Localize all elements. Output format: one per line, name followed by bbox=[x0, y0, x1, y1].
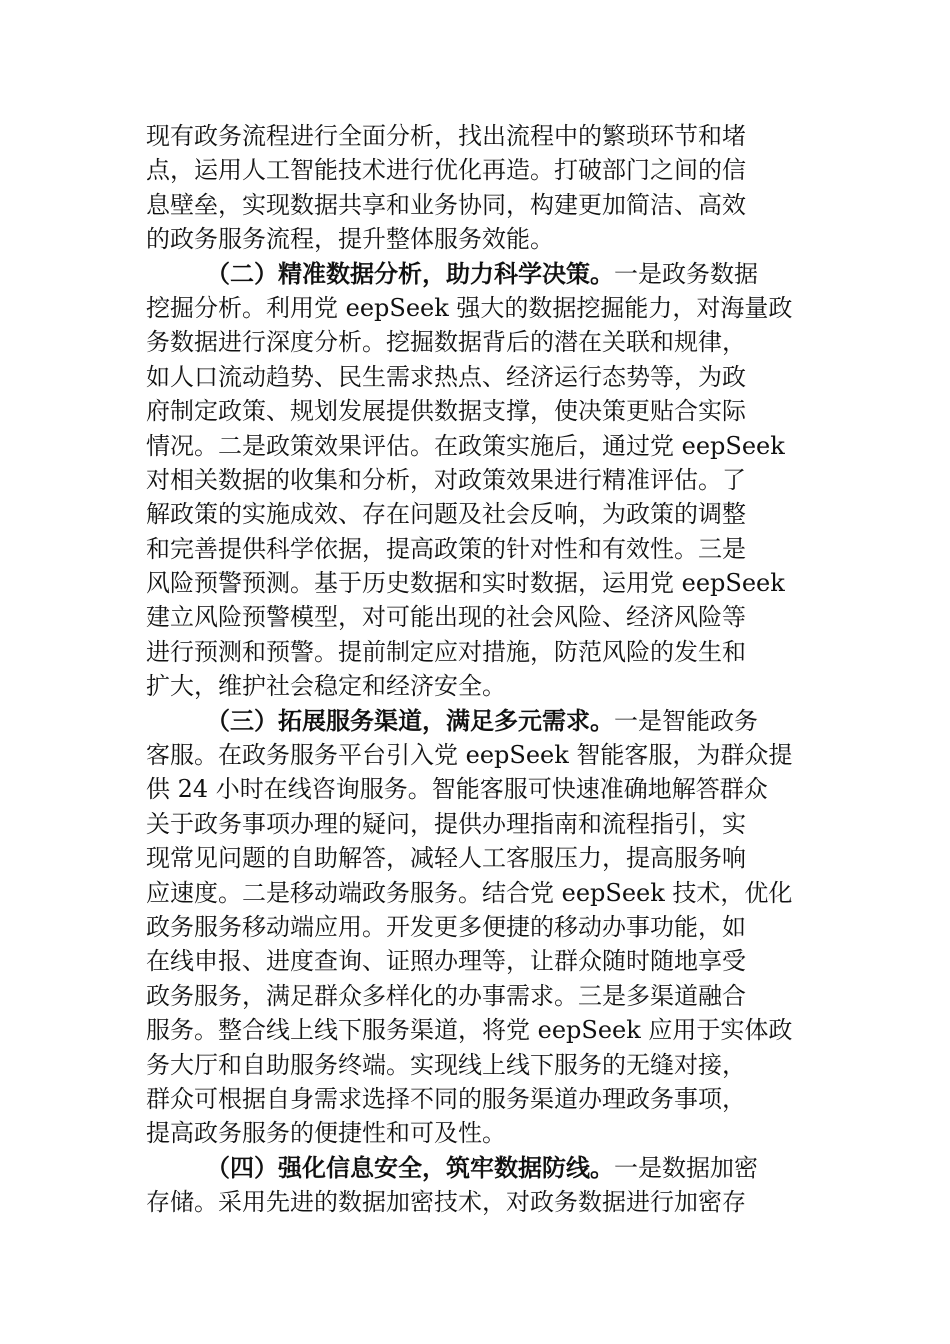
text-line: 挖掘分析。利用党 eepSeek 强大的数据挖掘能力，对海量政 bbox=[146, 293, 793, 322]
paragraph-1 bbox=[146, 119, 806, 257]
paragraph-4 bbox=[146, 1151, 806, 1220]
text-line: 解政策的实施成效、存在问题及社会反响，为政策的调整 bbox=[146, 500, 746, 529]
paragraph-first-line bbox=[146, 1151, 806, 1185]
text-span: 一是数据加密 bbox=[614, 1153, 758, 1182]
text-line: 应速度。二是移动端政务服务。结合党 eepSeek 技术，优化 bbox=[146, 878, 793, 907]
section-heading-3: （三）拓展服务渠道，满足多元需求。 bbox=[206, 705, 614, 735]
text-line: 息壁垒，实现数据共享和业务协同，构建更加简洁、高效 bbox=[146, 190, 746, 219]
section-heading-2: （二）精准数据分析，助力科学决策。 bbox=[206, 258, 614, 288]
text-line: 如人口流动趋势、民生需求热点、经济运行态势等，为政 bbox=[146, 362, 746, 391]
text-line: 客服。在政务服务平台引入党 eepSeek 智能客服，为群众提 bbox=[146, 741, 793, 770]
text-line: 群众可根据自身需求选择不同的服务渠道办理政务事项， bbox=[146, 1084, 746, 1113]
paragraph-3 bbox=[146, 704, 806, 1151]
text-line: 现有政务流程进行全面分析，找出流程中的繁琐环节和堵 bbox=[146, 122, 746, 150]
text-line: 存储。采用先进的数据加密技术，对政务数据进行加密存 bbox=[146, 1188, 746, 1217]
text-line: 和完善提供科学依据，提高政策的针对性和有效性。三是 bbox=[146, 534, 746, 563]
text-line: 扩大，维护社会稳定和经济安全。 bbox=[146, 672, 506, 701]
text-span: 一是政务数据 bbox=[614, 259, 758, 288]
text-line: 政务服务移动端应用。开发更多便捷的移动办事功能，如 bbox=[146, 912, 746, 941]
text-line: 关于政务事项办理的疑问，提供办理指南和流程指引，实 bbox=[146, 809, 746, 838]
text-line: 政务服务，满足群众多样化的办事需求。三是多渠道融合 bbox=[146, 981, 746, 1010]
text-line: 情况。二是政策效果评估。在政策实施后，通过党 eepSeek bbox=[146, 431, 785, 460]
document-body bbox=[146, 119, 806, 1220]
section-heading-4: （四）强化信息安全，筑牢数据防线。 bbox=[206, 1152, 614, 1182]
text-line: 务大厅和自助服务终端。实现线上线下服务的无缝对接， bbox=[146, 1050, 746, 1079]
text-line: 对相关数据的收集和分析，对政策效果进行精准评估。了 bbox=[146, 465, 746, 494]
text-line: 建立风险预警模型，对可能出现的社会风险、经济风险等 bbox=[146, 603, 746, 632]
paragraph-first-line bbox=[146, 257, 806, 291]
text-line: 的政务服务流程，提升整体服务效能。 bbox=[146, 225, 554, 254]
text-line: 现常见问题的自助解答，减轻人工客服压力，提高服务响 bbox=[146, 844, 746, 873]
text-line: 提高政务服务的便捷性和可及性。 bbox=[146, 1119, 506, 1148]
text-line: 服务。整合线上线下服务渠道，将党 eepSeek 应用于实体政 bbox=[146, 1016, 793, 1045]
text-line: 点，运用人工智能技术进行优化再造。打破部门之间的信 bbox=[146, 156, 746, 185]
text-span: 一是智能政务 bbox=[614, 706, 758, 735]
text-line: 进行预测和预警。提前制定应对措施，防范风险的发生和 bbox=[146, 637, 746, 666]
text-line: 务数据进行深度分析。挖掘数据背后的潜在关联和规律， bbox=[146, 328, 746, 357]
text-line: 在线申报、进度查询、证照办理等，让群众随时随地享受 bbox=[146, 947, 746, 976]
text-line: 府制定政策、规划发展提供数据支撑，使决策更贴合实际 bbox=[146, 397, 746, 426]
paragraph-2 bbox=[146, 257, 806, 704]
paragraph-first-line bbox=[146, 704, 806, 738]
text-line: 风险预警预测。基于历史数据和实时数据，运用党 eepSeek bbox=[146, 569, 785, 598]
text-line: 供 24 小时在线咨询服务。智能客服可快速准确地解答群众 bbox=[146, 775, 768, 804]
